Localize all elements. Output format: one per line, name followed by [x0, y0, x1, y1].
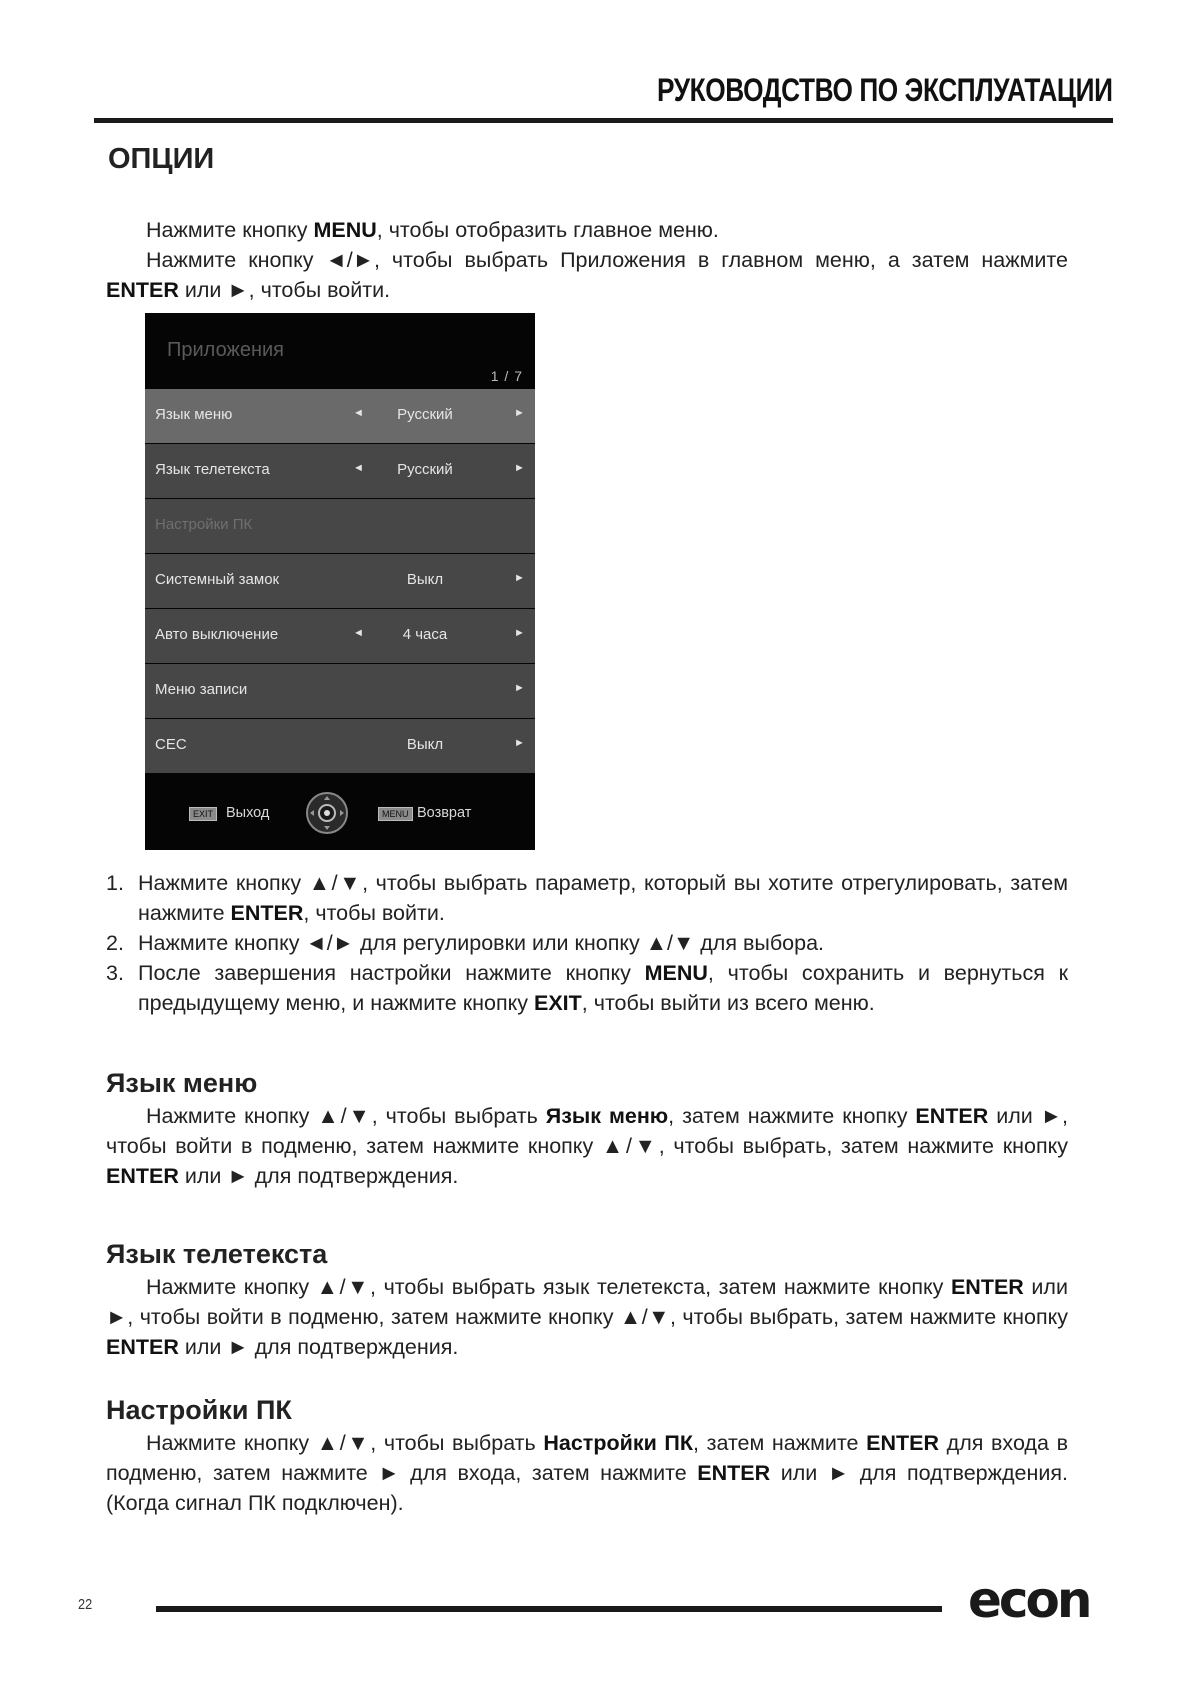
svg-text:econ: econ: [968, 1577, 1090, 1625]
heading-teletext-language: Язык телетекста: [106, 1239, 328, 1269]
tv-menu-page-indicator: 1 / 7: [490, 368, 523, 384]
tv-menu-row-label: Авто выключение: [155, 626, 279, 643]
tv-menu-row-value: Русский: [397, 461, 453, 478]
intro-text: [106, 215, 1068, 305]
tv-menu-row-label: Настройки ПК: [155, 516, 253, 533]
tv-menu-screenshot: [145, 313, 535, 850]
arrow-right-icon: ►: [514, 462, 525, 474]
tv-menu-row-label: CEC: [155, 736, 187, 753]
step-number: 2.: [106, 931, 124, 955]
tv-menu-row: [145, 719, 535, 773]
intro-line-1: Нажмите кнопку MENU, чтобы отобразить главное меню.: [146, 218, 719, 242]
navigation-pad-icon: [305, 791, 349, 835]
paragraph-text: Нажмите кнопку ▲/▼, чтобы выбрать Настройки ПК, затем нажмите ENTER для входа в подменю, затем нажмите ► для входа, затем нажмите ENTER или ► для подтверждения. (Когда сигнал ПК подключен).: [106, 1431, 1068, 1515]
exit-key-icon: EXIT: [189, 807, 217, 821]
section-title: ОПЦИИ: [108, 143, 215, 175]
tv-menu-row: [145, 609, 535, 663]
back-label: Возврат: [417, 805, 472, 821]
intro-line-2: Нажмите кнопку ◄/►, чтобы выбрать Приложения в главном меню, а затем нажмите ENTER или ►, чтобы войти.: [106, 248, 1068, 302]
step-text: Нажмите кнопку ◄/► для регулировки или кнопку ▲/▼ для выбора.: [138, 931, 825, 955]
tv-menu-row-value: Русский: [397, 406, 453, 423]
arrow-right-icon: ►: [514, 737, 525, 749]
tv-menu-row-value: Выкл: [406, 736, 444, 753]
tv-menu-row: [145, 664, 535, 718]
footer-rule: [156, 1606, 942, 1612]
paragraph-menu-language: [106, 1101, 1068, 1191]
header-rule: [94, 118, 1113, 123]
heading-pc-settings: Настройки ПК: [106, 1395, 292, 1425]
heading-menu-language: Язык меню: [106, 1068, 258, 1098]
step-item: [106, 928, 1068, 958]
step-item: [106, 868, 1068, 928]
tv-menu-row-value: 4 часа: [402, 626, 448, 643]
step-number: 1.: [106, 871, 124, 895]
arrow-right-icon: ►: [514, 627, 525, 639]
paragraph-text: Нажмите кнопку ▲/▼, чтобы выбрать язык телетекста, затем нажмите кнопку ENTER или ►, чтобы войти в подменю, затем нажмите кнопку ▲/▼, чтобы выбрать, затем нажмите кнопку ENTER или ► для подтверждения.: [106, 1275, 1068, 1359]
menu-key-icon: MENU: [378, 807, 413, 821]
paragraph-teletext-language: [106, 1272, 1068, 1362]
step-text: После завершения настройки нажмите кнопку MENU, чтобы сохранить и вернуться к предыдущему меню, и нажмите кнопку EXIT, чтобы выйти из всего меню.: [138, 961, 1068, 1015]
tv-menu-row-value: Выкл: [406, 571, 444, 588]
tv-menu-row: [145, 554, 535, 608]
arrow-left-icon: ◄: [353, 462, 364, 474]
running-header-title: РУКОВОДСТВО ПО ЭКСПЛУАТАЦИИ: [657, 72, 1113, 108]
tv-menu-row: [145, 499, 535, 553]
tv-menu-row: [145, 389, 535, 443]
tv-menu-row-label: Язык телетекста: [155, 461, 270, 478]
paragraph-pc-settings: [106, 1428, 1068, 1518]
tv-menu-row-label: Язык меню: [155, 406, 233, 423]
arrow-right-icon: ►: [514, 572, 525, 584]
paragraph-text: Нажмите кнопку ▲/▼, чтобы выбрать Язык меню, затем нажмите кнопку ENTER или ►, чтобы войти в подменю, затем нажмите кнопку ▲/▼, чтобы выбрать, затем нажмите кнопку ENTER или ► для подтверждения.: [106, 1104, 1068, 1188]
step-number: 3.: [106, 961, 124, 985]
steps-list: [106, 868, 1068, 1018]
arrow-right-icon: ►: [514, 682, 525, 694]
tv-menu-row-label: Системный замок: [155, 571, 280, 588]
arrow-right-icon: ►: [514, 407, 525, 419]
tv-menu-rows: [145, 389, 535, 774]
tv-menu-row-label: Меню записи: [155, 681, 248, 698]
page-number: 22: [78, 1596, 93, 1613]
step-item: [106, 958, 1068, 1018]
econ-logo: [968, 1577, 1093, 1625]
exit-label: Выход: [226, 805, 270, 821]
arrow-left-icon: ◄: [353, 627, 364, 639]
step-text: Нажмите кнопку ▲/▼, чтобы выбрать параметр, который вы хотите отрегулировать, затем нажмите ENTER, чтобы войти.: [138, 871, 1068, 925]
tv-menu-title: Приложения: [167, 339, 285, 361]
arrow-left-icon: ◄: [353, 407, 364, 419]
tv-menu-row: [145, 444, 535, 498]
